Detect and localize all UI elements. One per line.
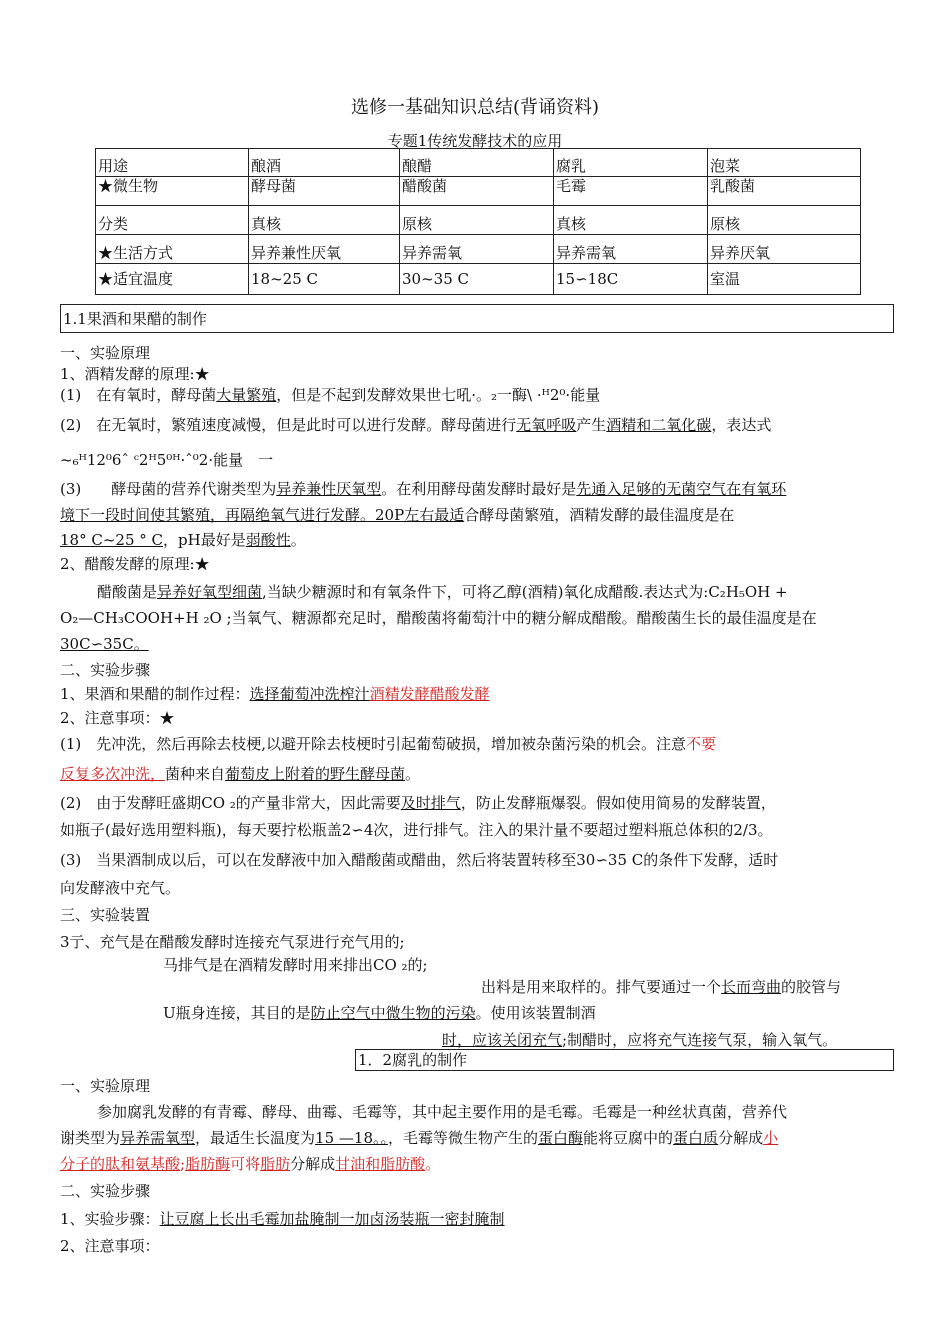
table-cell: 室温 [708, 264, 861, 295]
text: (3) 酵母菌的营养代谢类型为 [60, 480, 277, 498]
text: 1、果酒和果醋的制作过程： [60, 685, 250, 703]
key-term: 甘油和脂肪酸 [335, 1155, 426, 1173]
paragraph [60, 764, 420, 784]
table-cell: 毛霉 [554, 177, 708, 206]
text: (2) 由于发酵旺盛期CO ₂的产量非常大，因此需要 [60, 794, 401, 812]
table-cell: ★微生物 [96, 177, 249, 206]
table-cell: 醋酸菌 [400, 177, 554, 206]
table-cell: 酵母菌 [249, 177, 400, 206]
key-term: 时，应该关闭充气 [442, 1031, 563, 1049]
table-cell: 异养厌氧 [708, 235, 861, 264]
text: 分解成 [718, 1129, 764, 1147]
paragraph: 向发酵液中充气。 [60, 879, 181, 897]
text: ，表达式 [711, 416, 772, 434]
text: ，毛霉等微生物产生的 [388, 1129, 539, 1147]
table-cell: 分类 [96, 206, 249, 235]
text: 。使用该装置制酒 [475, 1004, 596, 1022]
key-term: 。20P左右最适 [360, 506, 465, 524]
key-term: 及时排气 [400, 794, 461, 812]
text: 。 [405, 765, 421, 783]
text: U瓶身连接，其目的是 [163, 1004, 311, 1022]
text: ，最适生长温度为 [195, 1129, 316, 1147]
paragraph [60, 793, 776, 813]
section-heading: 1．2腐乳的制作 [358, 1051, 468, 1069]
table-cell: 15∽18C [554, 264, 708, 295]
paragraph [97, 582, 788, 602]
subsection-heading: 一、实验原理 [60, 1077, 151, 1095]
key-term: 酒精和二氧化碳 [606, 416, 712, 434]
paragraph: (3) 当果酒制成以后，可以在发酵液中加入醋酸菌或醋曲，然后将装置转移至30∽35 C的条件下发酵，适时 [60, 851, 779, 869]
key-term: 分子的肽和氨基酸 [60, 1155, 181, 1173]
paragraph: 如瓶子(最好选用塑料瓶)，每天要拧松瓶盖2∽4次，进行排气。注入的果汁量不要超过塑料瓶总体积的2/3。 [60, 821, 773, 839]
key-term: 异养需氧型 [120, 1129, 196, 1147]
key-term: 选择葡萄冲洗榨汁 [249, 685, 370, 703]
key-term: 15 —18。。 [315, 1129, 388, 1147]
paragraph [60, 1209, 505, 1229]
paragraph: 2、注意事项： [60, 1237, 160, 1255]
paragraph [60, 385, 600, 405]
paragraph [60, 415, 771, 435]
paragraph [60, 1128, 778, 1148]
page-title: 选修一基础知识总结(背诵资料) [350, 97, 600, 118]
key-term: 30C∽35C。 [60, 635, 149, 653]
key-term: 长而弯曲 [721, 978, 782, 996]
formula: ~₆ᴴ12⁰6ˆ ᶜ2ᴴ5⁰ᴴ·ˆ⁰2·能量 一 [60, 451, 274, 469]
key-term: 脂肪酶 [185, 1155, 231, 1173]
text: 醋酸菌是 [97, 583, 158, 601]
table-header-cell: 用途 [96, 149, 249, 177]
section-heading-box [60, 304, 894, 333]
section-heading-box [355, 1049, 894, 1071]
text: 产生 [576, 416, 607, 434]
text: (2) 在无氧时，繁殖速度减慢，但是此时可以进行发酵。酵母菌进行 [60, 416, 517, 434]
paragraph: 马排气是在酒精发酵时用来排出CO ₂的; [163, 956, 428, 974]
table-row [96, 235, 861, 264]
paragraph: 参加腐乳发酵的有青霉、酵母、曲霉、毛霉等，其中起主要作用的是毛霉。毛霉是一种丝状真菌，营养代 [97, 1103, 788, 1121]
text: 合酵母菌繁殖，酒精发酵的最佳温度是在 [464, 506, 735, 524]
table-row [96, 206, 861, 235]
paragraph [60, 684, 490, 704]
table-row [96, 177, 861, 206]
key-term: 无氧呼吸 [516, 416, 577, 434]
key-term: 让豆腐上长出毛霉加盐腌制一加卤汤装瓶一密封腌制 [159, 1210, 505, 1228]
text: ,当缺少糖源时和有氧条件下，可将乙醇(酒精)氧化成醋酸.表达式为:C₂H₅OH + [262, 583, 788, 601]
paragraph: 3亍、充气是在醋酸发酵时连接充气泵进行充气用的; [60, 933, 405, 951]
table-cell: 异养需氧 [554, 235, 708, 264]
text: 1、实验步骤： [60, 1210, 160, 1228]
text: ，但是不起到发酵效果世七吼·。₂一酶\ ·ᴴ2⁰·能量 [276, 386, 601, 404]
key-term: 葡萄皮上附着的野生酵母菌 [225, 765, 406, 783]
key-term: 脂肪 [260, 1155, 291, 1173]
text: (1) 先冲洗，然后再除去枝梗,以避开除去枝梗时引起葡萄破损，增加被杂菌污染的机会。注意 [60, 735, 687, 753]
key-term: 境下一段时间使其繁殖，再隔绝氧气进行发酵 [60, 506, 361, 524]
text: 。 [425, 1155, 441, 1173]
text: 可将 [230, 1155, 261, 1173]
section-heading: 1.1果酒和果醋的制作 [63, 310, 207, 328]
paragraph: O₂—CH₃COOH+H ₂O ;当氧气、糖源都充足时，醋酸菌将葡萄汁中的糖分解成醋酸。醋酸菌生长的最佳温度是在 [60, 609, 817, 627]
text: 。在利用酵母菌发酵时最好是 [381, 480, 577, 498]
key-term: 不要 [686, 735, 717, 753]
table-header-row [96, 149, 861, 177]
key-term: 蛋白酶 [538, 1129, 584, 1147]
paragraph [60, 505, 734, 525]
paragraph [442, 1030, 837, 1050]
text: 的胶管与 [781, 978, 842, 996]
text: 分解成 [290, 1155, 336, 1173]
text: 出料是用来取样的。排气要通过一个 [481, 978, 722, 996]
subsection-heading: 二、实验步骤 [60, 661, 151, 679]
text: ; [180, 1155, 186, 1173]
text: 谢类型为 [60, 1129, 121, 1147]
text: 菌种来自 [165, 765, 226, 783]
table-cell: 真核 [554, 206, 708, 235]
key-term: 大量繁殖 [216, 386, 277, 404]
key-term: 18° C~25 ° C [60, 531, 164, 549]
table-cell: 异养需氧 [400, 235, 554, 264]
text: ;制醋时，应将充气连接气泵，输入氧气。 [562, 1031, 838, 1049]
text: 。 [290, 531, 306, 549]
table-cell: 原核 [400, 206, 554, 235]
page-subtitle: 专题1传统发酵技术的应用 [387, 132, 563, 150]
paragraph [481, 977, 841, 997]
table-cell: 18~25 C [249, 264, 400, 295]
subsection-heading: 1、酒精发酵的原理:★ [60, 365, 210, 383]
text: 能将豆腐中的 [583, 1129, 674, 1147]
key-term: 异养兼性厌氧型 [276, 480, 382, 498]
text: ，pH最好是 [163, 531, 246, 549]
subsection-heading: 2、醋酸发酵的原理:★ [60, 555, 210, 573]
key-term: 弱酸性 [245, 531, 291, 549]
paragraph [60, 530, 306, 550]
table-cell: 异养兼性厌氧 [249, 235, 400, 264]
key-term: 先通入足够的无菌空气在有氧环 [576, 480, 787, 498]
paragraph [163, 1003, 596, 1023]
table-cell: 原核 [708, 206, 861, 235]
key-term: 反复多次冲洗， [60, 765, 166, 783]
table-cell: 30~35 C [400, 264, 554, 295]
table-header-cell: 酿酒 [249, 149, 400, 177]
fermentation-table [95, 148, 861, 295]
table-header-cell: 泡菜 [708, 149, 861, 177]
text: (1) 在有氧时，酵母菌 [60, 386, 217, 404]
table-header-cell: 酿醋 [400, 149, 554, 177]
table-cell: ★适宜温度 [96, 264, 249, 295]
table-cell: 乳酸菌 [708, 177, 861, 206]
key-term: 防止空气中微生物的污染 [310, 1004, 476, 1022]
paragraph [60, 734, 716, 754]
table-row [96, 264, 861, 295]
subsection-heading: 二、实验步骤 [60, 1182, 151, 1200]
subsection-heading: 一、实验原理 [60, 344, 151, 362]
subsection-heading: 三、实验装置 [60, 906, 151, 924]
key-term: 异养好氧型细菌 [157, 583, 263, 601]
table-cell: ★生活方式 [96, 235, 249, 264]
key-term: 小 [763, 1129, 779, 1147]
table-header-cell: 腐乳 [554, 149, 708, 177]
key-term: 蛋白质 [673, 1129, 719, 1147]
paragraph [60, 1154, 440, 1174]
paragraph [60, 479, 786, 499]
key-term: 酒精发酵醋酸发酵 [369, 685, 490, 703]
table-cell: 真核 [249, 206, 400, 235]
text: ，防止发酵瓶爆裂。假如使用简易的发酵装置， [460, 794, 776, 812]
subsection-heading: 2、注意事项：★ [60, 709, 175, 727]
